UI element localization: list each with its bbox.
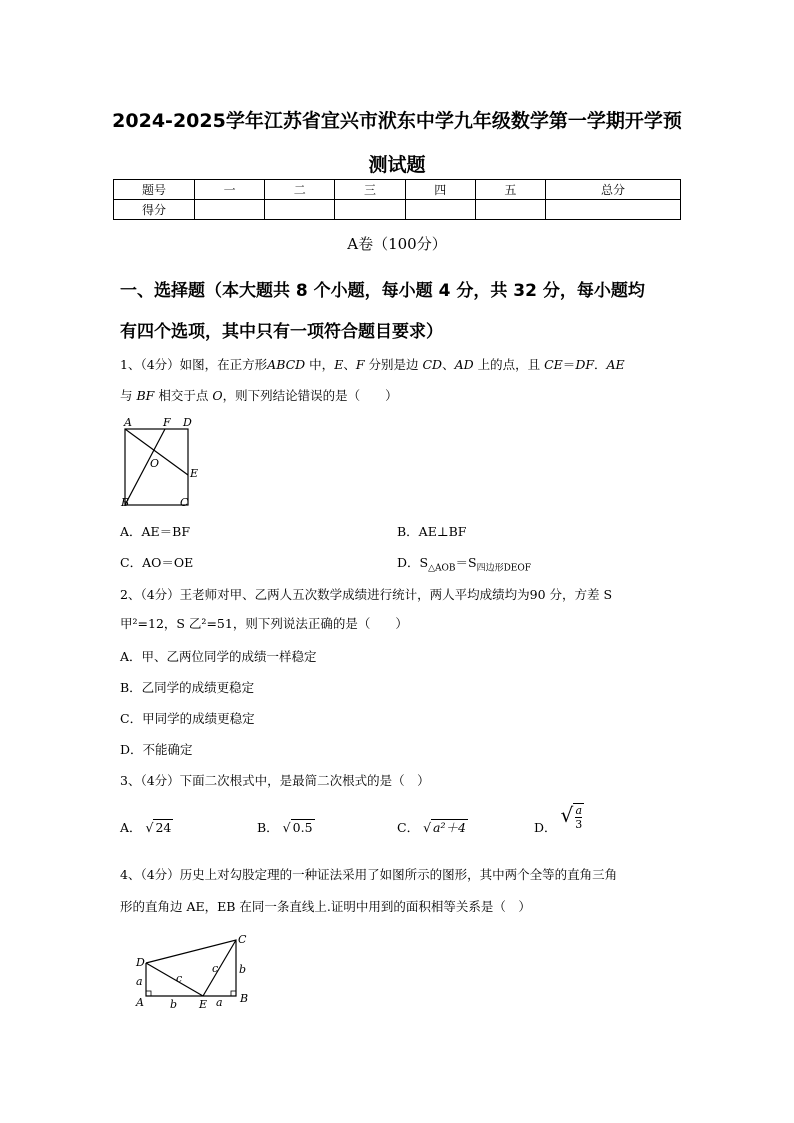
- q3-option-d-label: D．: [534, 820, 557, 835]
- q1-prefix: 1、（4分）如图，在正方形: [120, 357, 268, 372]
- table-cell: 二: [265, 180, 335, 200]
- fig-label-c: c: [212, 962, 219, 975]
- page-title: 2024-2025学年江苏省宜兴市洑东中学九年级数学第一学期开学预: [112, 110, 682, 132]
- q1-line2-post: 相交于点: [158, 388, 209, 403]
- q1-option-d-prefix: D．S: [397, 555, 429, 570]
- page-title-line2: 测试题: [368, 154, 426, 176]
- q1-line2-pre: 与: [120, 388, 133, 403]
- square-figure: [115, 413, 205, 513]
- score-input-cell[interactable]: [546, 200, 681, 220]
- fig-label-D: D: [136, 956, 145, 969]
- fig-label-a: a: [136, 975, 143, 988]
- fig-label-A: A: [136, 996, 144, 1009]
- question-1-stem: 1、（4分）如图，在正方形ABCD 中，E、F 分别是边 CD、AD 上的点，且 CE＝DF．AE: [120, 357, 625, 372]
- fig-label-E: E: [199, 998, 208, 1011]
- volume-label: A卷（100分）: [347, 235, 447, 253]
- fig-label-c: c: [176, 972, 183, 985]
- q1-option-d-sub1: △AOB: [428, 563, 456, 574]
- q1-line2-end: ，则下列结论错误的是（ ）: [222, 388, 398, 403]
- q2-option-a[interactable]: A．甲、乙两位同学的成绩一样稳定: [120, 649, 317, 664]
- q1-option-a[interactable]: A．AE＝BF: [120, 524, 191, 539]
- table-cell: 一: [195, 180, 265, 200]
- table-cell: 五: [475, 180, 545, 200]
- question-2-stem-line2: 甲²=12，S 乙²=51，则下列说法正确的是（ ）: [120, 616, 408, 631]
- section-heading: 一、选择题（本大题共 8 个小题，每小题 4 分，共 32 分，每小题均: [120, 281, 645, 301]
- fraction-numerator: a: [575, 804, 583, 817]
- question-2-stem: 2、（4分）王老师对甲、乙两人五次数学成绩进行统计，两人平均成绩均为90 分，方差 S: [120, 587, 613, 602]
- question-4-stem-line2: 形的直角边 AE，EB 在同一条直线上.证明中用到的面积相等关系是（ ）: [120, 899, 531, 914]
- table-cell: 得分: [114, 200, 195, 220]
- question-1-stem-line2: 与 BF 相交于点 O，则下列结论错误的是（ ）: [120, 388, 398, 403]
- fig-label-E: E: [190, 467, 199, 480]
- radicand: 0.5: [292, 820, 313, 835]
- q1-option-d-sub2: 四边形DEOF: [476, 563, 532, 574]
- q3-option-a[interactable]: [120, 818, 173, 836]
- q3-option-b[interactable]: [257, 818, 315, 836]
- fig-label-B: B: [121, 496, 130, 509]
- fig-label-D: D: [183, 416, 192, 429]
- q3-option-d[interactable]: [534, 803, 584, 835]
- fig-label-B: B: [240, 992, 249, 1005]
- fig-label-O: O: [150, 457, 160, 470]
- section-heading-line2: 有四个选项，其中只有一项符合题目要求）: [120, 322, 443, 342]
- score-table-score-row: [114, 200, 681, 220]
- q3-option-b-label: B．: [257, 820, 279, 835]
- question-4-stem: 4、（4分）历史上对勾股定理的一种证法采用了如图所示的图形，其中两个全等的直角三角: [120, 867, 618, 882]
- q1-option-b[interactable]: B．AE⊥BF: [397, 524, 467, 539]
- fig-label-C: C: [180, 496, 189, 509]
- q3-option-a-label: A．: [120, 820, 142, 835]
- question-3-stem: 3、（4分）下面二次根式中，是最简二次根式的是（ ）: [120, 773, 430, 788]
- score-input-cell[interactable]: [265, 200, 335, 220]
- score-input-cell[interactable]: [475, 200, 545, 220]
- sqrt-sign: √ 24: [145, 820, 172, 835]
- pythagoras-figure: [130, 928, 260, 1013]
- fraction-denominator: 3: [575, 818, 583, 831]
- fig-label-F: F: [163, 416, 171, 429]
- sqrt-fraction: √: [560, 803, 574, 827]
- q1-option-d-mid: ＝S: [455, 555, 477, 570]
- score-input-cell[interactable]: [335, 200, 405, 220]
- table-cell: 题号: [114, 180, 195, 200]
- sqrt-sign: √ 0.5: [282, 820, 313, 835]
- q3-option-c-label: C．: [397, 820, 420, 835]
- table-cell: 三: [335, 180, 405, 200]
- q2-option-c[interactable]: C．甲同学的成绩更稳定: [120, 711, 255, 726]
- sqrt-sign: √ a²＋4: [423, 820, 466, 835]
- score-table-header-row: [114, 180, 681, 200]
- table-cell: 总分: [546, 180, 681, 200]
- fig-label-C: C: [238, 933, 247, 946]
- q2-option-b[interactable]: B．乙同学的成绩更稳定: [120, 680, 255, 695]
- score-input-cell[interactable]: [405, 200, 475, 220]
- q3-option-c[interactable]: [397, 818, 468, 836]
- score-input-cell[interactable]: [195, 200, 265, 220]
- table-cell: 四: [405, 180, 475, 200]
- q1-option-d[interactable]: [397, 553, 531, 574]
- fig-label-b: b: [239, 963, 247, 976]
- score-table: [113, 179, 681, 220]
- fig-label-a: a: [216, 996, 223, 1009]
- fig-label-A: A: [124, 416, 132, 429]
- radicand: 24: [155, 820, 172, 835]
- radicand: a²＋4: [433, 820, 466, 835]
- fig-label-b: b: [170, 998, 178, 1011]
- fraction: [573, 803, 584, 831]
- q2-option-d[interactable]: D．不能确定: [120, 742, 193, 757]
- q1-option-c[interactable]: C．AO＝OE: [120, 555, 194, 570]
